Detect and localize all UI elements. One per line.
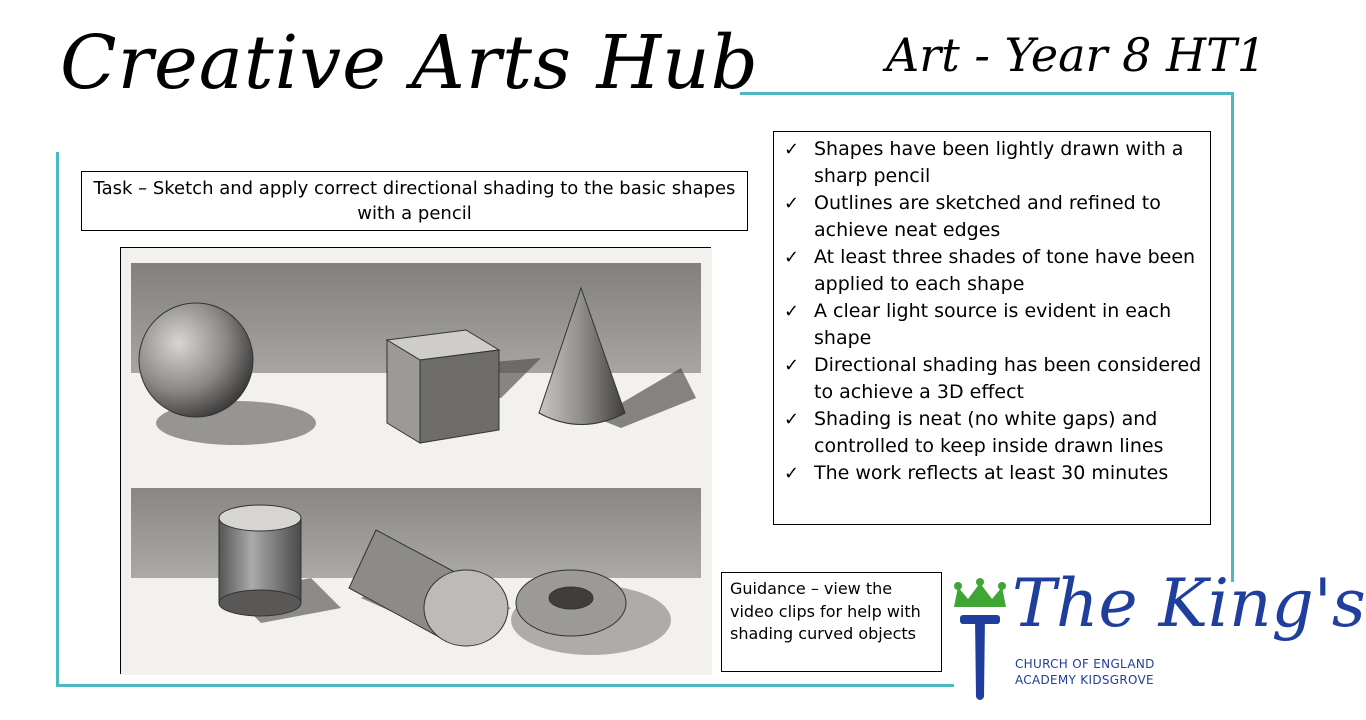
crown-cross-icon	[948, 577, 1012, 707]
page-title: Creative Arts Hub	[60, 20, 760, 106]
logo-subtitle-line2: ACADEMY KIDSGROVE	[1015, 673, 1154, 687]
cylinder-lying-end	[424, 570, 508, 646]
success-criteria-box	[773, 131, 1211, 525]
criteria-item	[784, 136, 1202, 190]
criteria-list	[784, 136, 1202, 487]
criteria-item-label: A clear light source is evident in each shape	[814, 300, 1172, 349]
frame-bottom-line	[56, 684, 954, 687]
cylinder-upright-top	[219, 505, 301, 531]
shaded-shapes-image	[120, 247, 711, 674]
check-icon: ✓	[784, 463, 800, 484]
frame-right-line	[1231, 92, 1234, 582]
criteria-item-label: Shading is neat (no white gaps) and controlled to keep inside drawn lines	[814, 408, 1164, 457]
task-box	[81, 171, 748, 231]
check-icon: ✓	[784, 193, 800, 214]
criteria-item-label: The work reflects at least 30 minutes	[814, 462, 1169, 484]
torus-hole	[549, 587, 593, 609]
criteria-item-label: At least three shades of tone have been applied to each shape	[814, 246, 1196, 295]
frame-top-line	[740, 92, 1233, 95]
criteria-item	[784, 460, 1202, 487]
criteria-item	[784, 352, 1202, 406]
criteria-item	[784, 406, 1202, 460]
guidance-box	[721, 572, 942, 672]
criteria-item-label: Directional shading has been considered to achieve a 3D effect	[814, 354, 1202, 403]
cylinder-upright-base	[219, 590, 301, 616]
check-icon: ✓	[784, 409, 800, 430]
shapes-drawing-svg	[121, 248, 712, 675]
cube-right-face	[420, 350, 499, 443]
frame-left-line	[56, 152, 59, 686]
criteria-item-label: Shapes have been lightly drawn with a sharp pencil	[814, 138, 1184, 187]
guidance-text: Guidance – view the video clips for help with shading curved objects	[730, 579, 921, 643]
check-icon: ✓	[784, 301, 800, 322]
criteria-item-label: Outlines are sketched and refined to achieve neat edges	[814, 192, 1161, 241]
page-subtitle: Art - Year 8 HT1	[886, 28, 1267, 82]
check-icon: ✓	[784, 139, 800, 160]
logo-subtitle-line1: CHURCH OF ENGLAND	[1015, 657, 1155, 671]
criteria-item	[784, 298, 1202, 352]
sphere-shape	[139, 303, 253, 417]
school-logo	[948, 565, 1366, 715]
check-icon: ✓	[784, 355, 800, 376]
task-text: Task – Sketch and apply correct directional shading to the basic shapes with a pencil	[93, 178, 736, 224]
criteria-item	[784, 244, 1202, 298]
check-icon: ✓	[784, 247, 800, 268]
criteria-item	[784, 190, 1202, 244]
logo-name: The King's	[1012, 565, 1366, 642]
